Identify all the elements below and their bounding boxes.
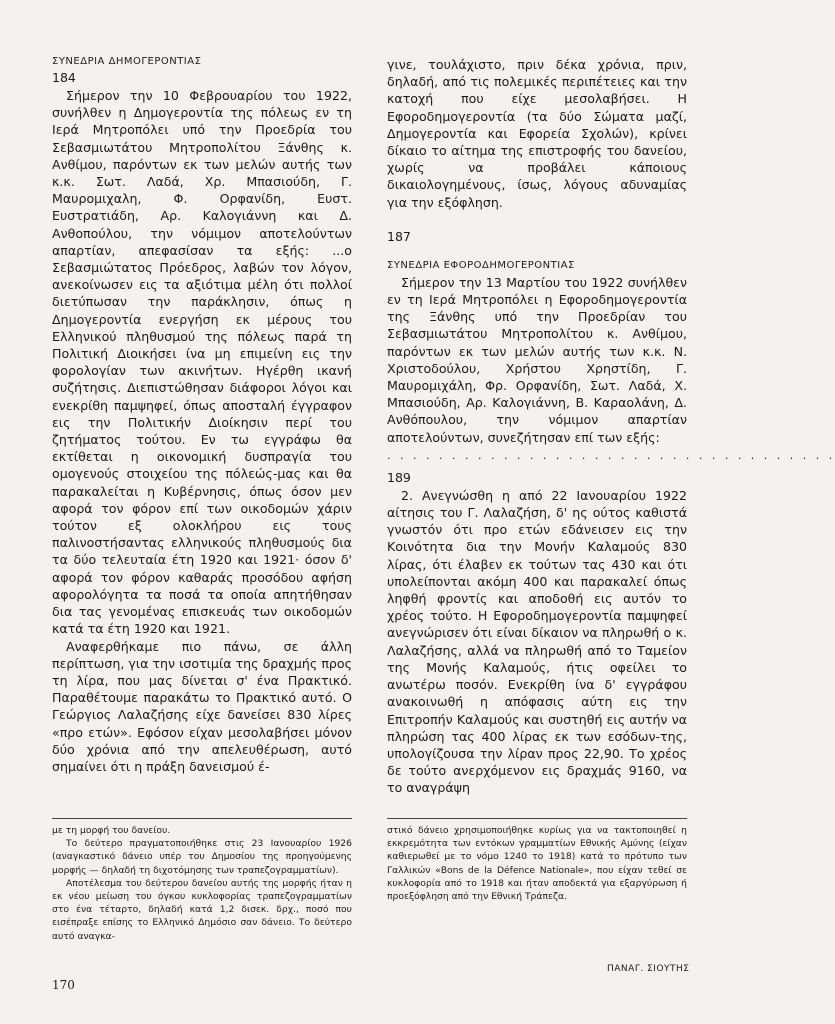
page-number: 170 [52,978,75,992]
footnotes-right [387,824,687,903]
footnote-text: στικό δάνειο χρησιμοποιήθηκε κυρίως για να τακτοποιηθεί η εκκρεμότητα των εντόκων γραμματίων Εθνικής Αμύνης (είχαν καθιερωθεί με το νόμο 1240 το 1918) κατά το πρότυπο των Γαλλικών «Bons de la Défence Nationale», που είχαν τεθεί σε κυκλοφορία από το 1918 και ήταν αποδεκτά για εξαργύρωση ή προεξόφληση από την Εθνική Τράπεζα. [387,825,687,903]
session-minutes-paragraph-187: Σήμερον την 13 Μαρτίου του 1922 συνήλθεν εν τη Ιερά Μητροπόλει η Εφοροδημογεροντία της Ξάνθης υπό την Προεδρίαν του Σεβασμιωτάτου Μητροπολίτου κ. Ανθίμου, παρόντων εκ των μελών αυτής των κ.κ. Ν. Χριστοδούλου, Χρήστου Χρηστίδη, Γ. Μαυρομιχάλη, Φρ. Ορφανίδη, Σωτ. Λαδά, Χ. Μπασιούδη, Αρ. Καλογιάννη, Β. Καραολάνη, Δ. Ανθόπουλου, την νόμιμον απαρτίαν αποτελούντων, συνεζήτησαν επί των εξής: [387,274,687,445]
footnote-text: Αποτέλεσμα του δεύτερου δανείου αυτής της μορφής ήταν η εκ νέου μείωση του όγκου κυκλοφορίας τραπεζογραμματίων στο ένα τέταρτο, δηλαδή κατά 1,2 δισεκ. δρχ., ποσό που εισέπραξε επίσης το Ελληνικό Δημόσιο σαν δάνειο. Το δεύτερο αυτό αναγκα- [52,877,352,942]
left-column [52,56,352,775]
footnote-divider-left [52,818,352,819]
record-number-184: 184 [52,70,76,85]
footnote-text: Το δεύτερο πραγματοποιήθηκε στις 23 Ιανουαρίου 1926 (αναγκαστικό δάνειο υπέρ του Δημοσίου της προηγούμενης μορφής — δηλαδή τη διχοτόμησης των τραπεζογραμματίων). [52,838,352,876]
author-signature: ΠΑΝΑΓ. ΣΙΟΥΤΗΣ [607,964,690,974]
ellipsis-divider: . . . . . . . . . . . . . . . . . . . . . . . . . . . . . . . . . . . [387,448,835,462]
footnotes-left [52,824,352,943]
commentary-continuation-paragraph: γινε, τουλάχιστο, πριν δέκα χρόνια, πριν, δηλαδή, από τις πολεμικές περιπέτειες και την κατοχή που είχε μεσολαβήσει. Η Εφοροδημογεροντία (τα δύο Σώματα μαζί, Δημογεροντία και Εφορεία Σχολών), κρίνει δίκαιο το αίτημα της επιστροφής του δανείου, χωρίς να προβάλει κάποιους δικαιολογημένους, ίσως, λόγους αδυναμίας για την εξόφληση. [387,57,687,210]
right-column [387,56,835,797]
footnote-divider-right [387,818,687,819]
loan-decision-paragraph: 2. Ανεγνώσθη η από 22 Ιανουαρίου 1922 αίτησις του Γ. Λαλαζήση, δ' ης ούτος καθιστά γνωστόν ότι προ ετών εδάνεισεν εις την Κοινότητα δια την Μονήν Καλαμούς 830 λίρας, ότι έλαβεν εκ τούτων τας 430 και ότι υπολείπονται ακόμη 400 και παρακαλεί όπως ληφθή φροντίς και αποδοθή εις αυτόν το χρέος τούτο. Η Εφοροδημογεροντία παμψηφεί ανεγνώρισεν ότι είναι δίκαιον να πληρωθή ο κ. Λαλαζήσης, αλλά να πληρωθή από το Ταμείον της Μονής Καλαμούς, ήτις οφείλει το ανωτέρω ποσόν. Ενεκρίθη ίνα δ' εγγράφου ανακοινωθή η απόφασις αύτη εις την Επιτροπήν Καλαμούς και συστηθή εις αυτήν να πληρώση τας 400 λίρας εκ των εσόδων-της, υπολογίζουσα την λίραν προς 22,90. Το χρέος δε τούτο ανερχόμενον εις δραχμάς 9160, να το αναγράψη [387,487,687,796]
record-number-189: 189 [387,469,411,485]
commentary-paragraph: Αναφερθήκαμε πιο πάνω, σε άλλη περίπτωση, για την ισοτιμία της δραχμής προς τη λίρα, που μας δίνεται σ' ένα Πρακτικό. Παραθέτουμε παρακάτω το Πρακτικό αυτό. Ο Γεώργιος Λαλαζήσης είχε δανείσει 830 λίρες «προ ετών». Εφόσον είχαν μεσολαβήσει μόνον δύο χρόνια από την απελευθέρωση, αυτό σημαίνει ότι η πράξη δανεισμού έ- [52,638,352,774]
session-minutes-paragraph: Σήμερον την 10 Φεβρουαρίου του 1922, συνήλθεν η Δημογεροντία της πόλεως εν τη Ιερά Μητροπόλει υπό την Προεδρία του Σεβασμιωτάτου Μητροπολίτου Ξάνθης κ. Ανθίμου, παρόντων εκ των μελών αυτής των κ.κ. Σωτ. Λαδά, Χρ. Μπασιούδη, Γ. Μαυρομιχαλη, Φ. Ορφανίδη, Ευστ. Ευστρατιάδη, Αρ. Καλογιάννη και Δ. Ανθοπούλου, την νόμιμον αποτελούντων απαρτίαν, απεφασίσαν τα εξής: ...ο Σεβασμιώτατος Πρόεδρος, λαβών τον λόγον, ανεκοίνωσεν εις τα αξιότιμα μέλη ότι πολλοί διετύπωσαν την παράκλησιν, όπως η Δημογεροντία ενεργήση εκ μέρους του Ελληνικού πληθυσμού της πόλεως παρά τη Πολιτική Διοικήσει ίνα μη επιμείνη εις την φορολογίαν των ακινήτων. Ηγέρθη ικανή συζήτησις. Διεπιστώθησαν διάφοροι λόγοι και ενεκρίθη παμψηφεί, όπως αποσταλή έγγραφον εις την Πολιτικήν Διοίκησιν περί του ζητήματος τούτου. Εν τω εγγράφω θα εκτίθεται η οικονομική δυσπραγία του ομογενούς στοιχείου της πόλεώς-μας και θα παρακαλείται η Κυβέρνησις, όπως όσον μεν αφορά τον φόρον επί των οικοδομών χάριν τούτον εξ ολοκλήρου εις τους παλινοστήσαντας ελληνικούς πληθυσμούς δια τα δύο τελευταία έτη 1920 και 1921· όσον δ' αφορά τον φόρον καθαράς προσόδου αφήση αφορολόγητα τα ποσά τα οποία απητήθησαν δια τας γενομένας επισκευάς των οικοδομών κατά τα έτη 1920 και 1921. [52,88,352,637]
footnote-text: με τη μορφή του δανείου. [52,825,171,836]
section-heading-eforodimogerontia: ΣΥΝΕΔΡΙΑ ΕΦΟΡΟΔΗΜΟΓΕΡΟΝΤΙΑΣ [387,259,575,271]
record-number-187: 187 [387,228,411,244]
section-heading-dimogerontia: ΣΥΝΕΔΡΙΑ ΔΗΜΟΓΕΡΟΝΤΙΑΣ [52,56,202,67]
